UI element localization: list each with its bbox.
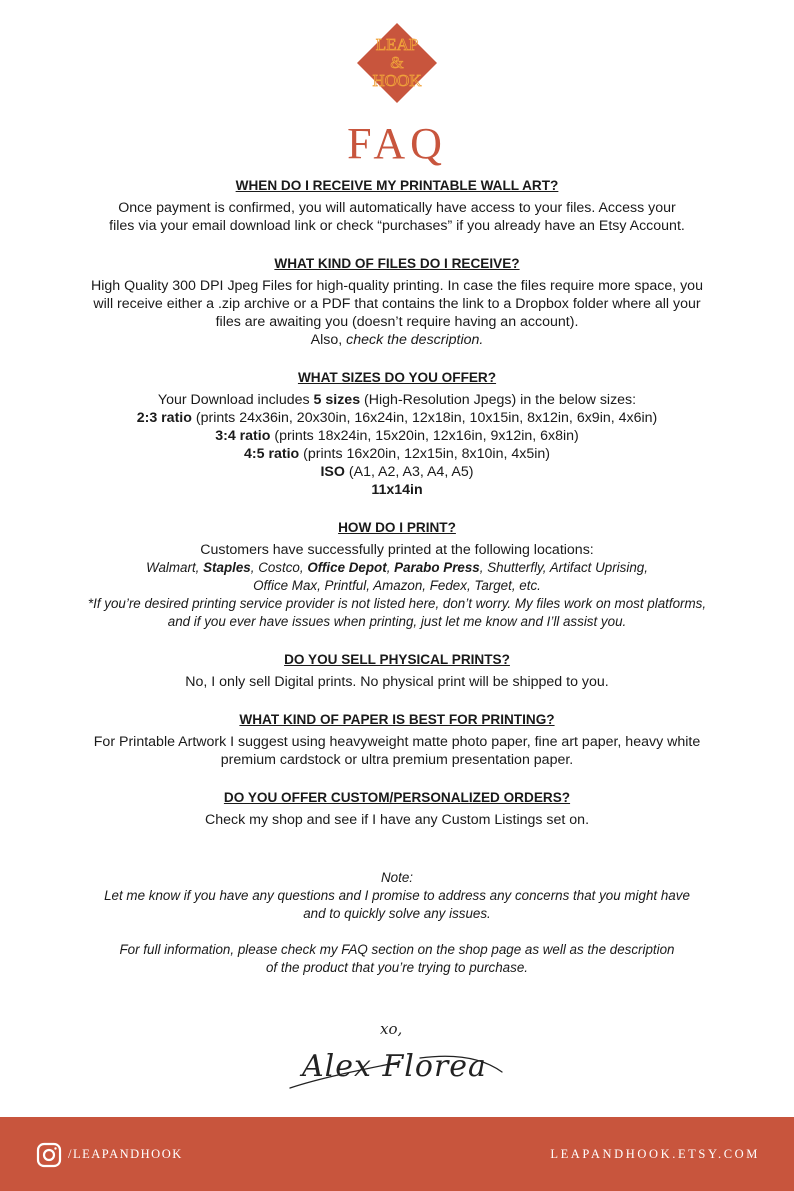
faq-question: DO YOU OFFER CUSTOM/PERSONALIZED ORDERS? — [223, 790, 571, 805]
note-label: Note: — [380, 870, 413, 885]
faq-section-print — [40, 519, 754, 631]
location-text: , Costco, — [250, 560, 308, 575]
size-row — [40, 481, 754, 499]
faq-answer-also — [40, 331, 754, 349]
size-row — [40, 463, 754, 481]
description-link[interactable]: check the description. — [346, 332, 484, 348]
size-row — [40, 445, 754, 463]
faq-question: WHAT KIND OF FILES DO I RECEIVE? — [274, 256, 520, 271]
faq-section-paper — [40, 711, 754, 769]
sizes-intro-post: (High-Resolution Jpegs) in the below sizes: — [360, 392, 637, 408]
faq-question: DO YOU SELL PHYSICAL PRINTS? — [284, 652, 510, 667]
faq-content — [40, 177, 754, 977]
note-line: Let me know if you have any questions and I promise to address any concerns that you might have — [104, 888, 690, 903]
faq-question: HOW DO I PRINT? — [338, 520, 456, 535]
location-text: Walmart, — [146, 560, 204, 575]
size-ratio: 2:3 ratio — [136, 410, 192, 426]
print-disclaimer: *If you’re desired printing service provider is not listed here, don’t worry. My files work on most platforms, — [87, 596, 707, 611]
faq-answer-line: No, I only sell Digital prints. No physical print will be shipped to you. — [185, 674, 609, 690]
faq-answer-line: For Printable Artwork I suggest using heavyweight matte photo paper, fine art paper, heavy white — [93, 734, 701, 750]
faq-section-sizes — [40, 369, 754, 499]
instagram-handle-link[interactable]: /LEAPANDHOOK — [68, 1147, 183, 1161]
size-list: (prints 18x24in, 15x20in, 12x16in, 9x12in, 6x8in) — [270, 428, 579, 444]
size-ratio: 4:5 ratio — [244, 446, 300, 462]
size-ratio: 3:4 ratio — [215, 428, 271, 444]
size-ratio: ISO — [320, 464, 345, 480]
faq-answer-line: Check my shop and see if I have any Custom Listings set on. — [204, 812, 590, 828]
size-ratio: 11x14in — [371, 482, 423, 498]
also-prefix: Also, — [310, 332, 347, 348]
brand-logo — [357, 23, 437, 103]
sizes-count: 5 sizes — [313, 392, 361, 408]
faq-answer-line: will receive either a .zip archive or a PDF that contains the link to a Dropbox folder where all your — [93, 296, 701, 312]
print-intro: Customers have successfully printed at the following locations: — [200, 542, 594, 558]
location-parabo-press: Parabo Press — [394, 560, 480, 575]
page-title: FAQ — [347, 119, 447, 168]
logo-line1: LEAP — [375, 35, 419, 54]
size-list: (prints 24x36in, 20x30in, 16x24in, 12x18in, 10x15in, 8x12in, 6x9in, 4x6in) — [191, 410, 658, 426]
faq-answer-line: files via your email download link or check “purchases” if you already have an Etsy Account. — [109, 218, 685, 234]
instagram-icon[interactable] — [36, 1142, 62, 1168]
note-line: and to quickly solve any issues. — [303, 906, 491, 921]
location-staples: Staples — [203, 560, 251, 575]
print-locations-line — [40, 559, 754, 577]
faq-question: WHEN DO I RECEIVE MY PRINTABLE WALL ART? — [235, 178, 559, 193]
faq-section-receive — [40, 177, 754, 235]
print-disclaimer: and if you ever have issues when printing, just let me know and I’ll assist you. — [167, 614, 627, 629]
print-locations-line: Office Max, Printful, Amazon, Fedex, Target, etc. — [253, 578, 541, 593]
faq-section-files — [40, 255, 754, 349]
size-row — [40, 409, 754, 427]
faq-section-physical — [40, 651, 754, 691]
closing-note — [40, 869, 754, 977]
size-list: (A1, A2, A3, A4, A5) — [344, 464, 474, 480]
handwritten-signature — [280, 1010, 520, 1100]
location-office-depot: Office Depot — [307, 560, 387, 575]
etsy-shop-link[interactable]: LEAPANDHOOK.ETSY.COM — [550, 1147, 760, 1161]
faq-answer-line: High Quality 300 DPI Jpeg Files for high-quality printing. In case the files require more space, you — [91, 278, 703, 294]
note-line: For full information, please check my FAQ section on the shop page as well as the description — [119, 942, 675, 957]
sizes-intro — [40, 391, 754, 409]
location-text: , — [386, 560, 395, 575]
faq-answer-line: files are awaiting you (doesn’t require having an account). — [215, 314, 579, 330]
faq-question: WHAT SIZES DO YOU OFFER? — [297, 370, 497, 385]
sizes-intro-pre: Your Download includes — [157, 392, 314, 408]
faq-question: WHAT KIND OF PAPER IS BEST FOR PRINTING? — [239, 712, 555, 727]
faq-answer-line: premium cardstock or ultra premium presentation paper. — [220, 752, 574, 768]
footer-bar — [0, 1117, 794, 1191]
faq-answer-line: Once payment is confirmed, you will automatically have access to your files. Access your — [118, 200, 676, 216]
note-spacer — [40, 923, 754, 941]
size-row — [40, 427, 754, 445]
size-list: (prints 16x20in, 12x15in, 8x10in, 4x5in) — [299, 446, 550, 462]
faq-section-custom — [40, 789, 754, 829]
location-text: , Shutterfly, Artifact Uprising, — [479, 560, 648, 575]
note-line: of the product that you’re trying to purchase. — [265, 960, 528, 975]
signature-closing: xo, — [380, 1020, 403, 1038]
logo-line2: & — [390, 53, 404, 72]
logo-line3: HOOK — [372, 71, 422, 90]
signature-name: Alex Florea — [302, 1049, 487, 1084]
